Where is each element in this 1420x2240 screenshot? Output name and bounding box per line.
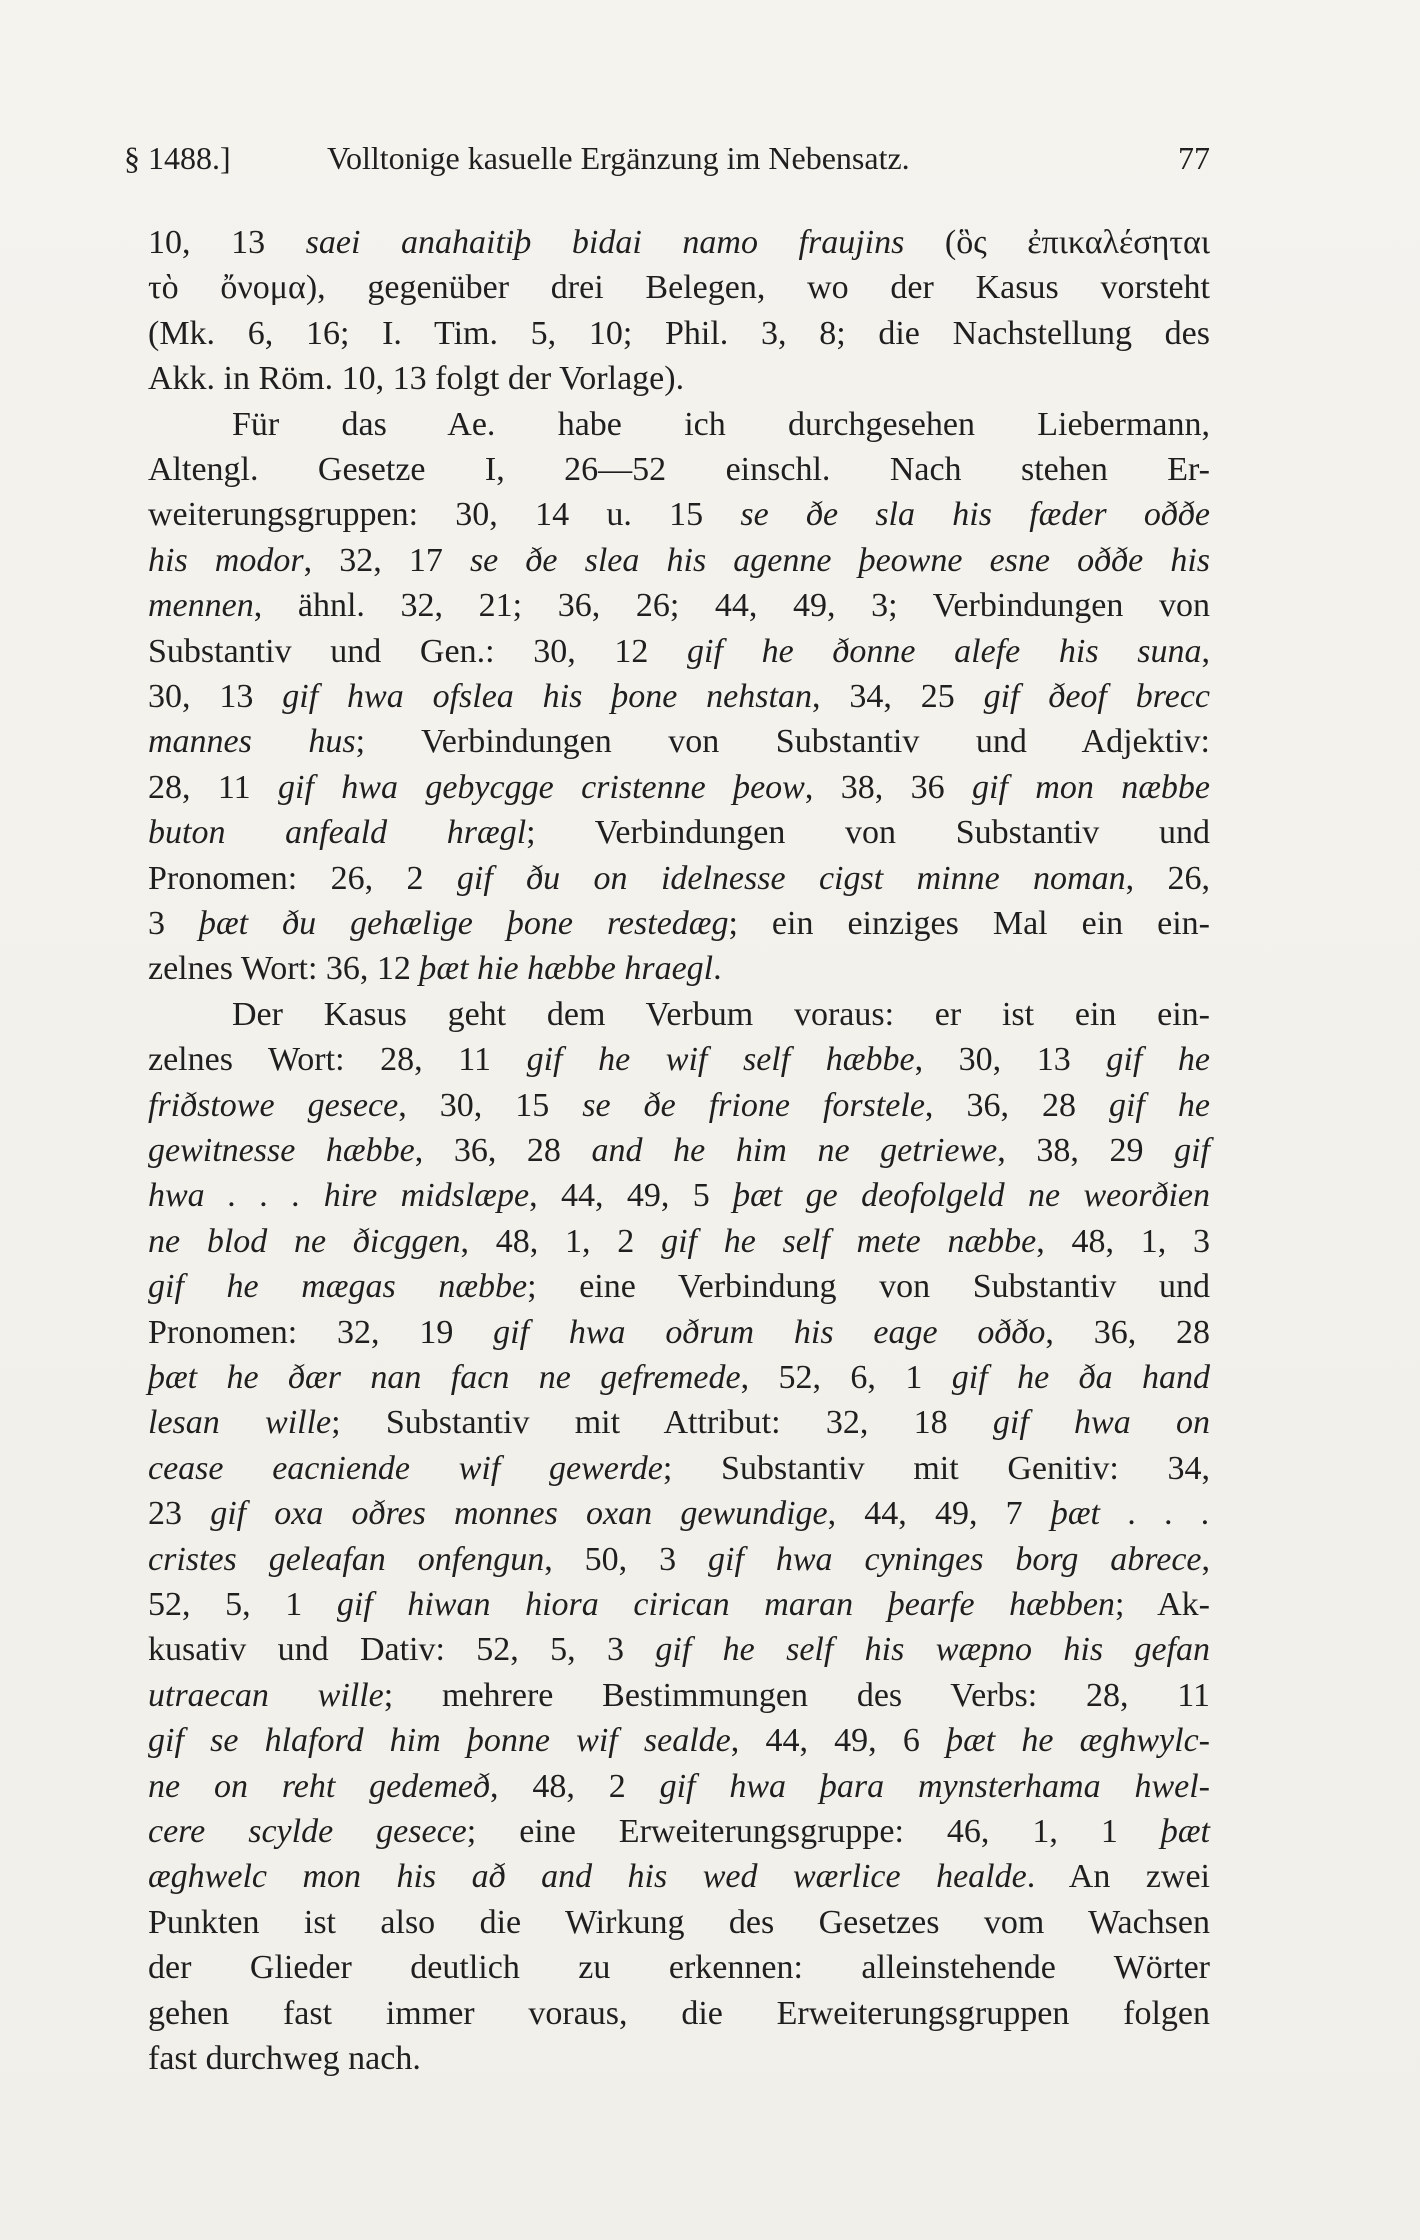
italic-quote: gif ðeof brecc (983, 678, 1210, 715)
text-line (148, 1722, 1210, 1760)
text-line (148, 769, 1210, 807)
text-run: , (1201, 633, 1210, 670)
text-line (148, 1314, 1210, 1352)
running-title: Volltonige kasuelle Ergänzung im Nebensatz. (327, 140, 910, 176)
text-run: 23 (148, 1495, 211, 1532)
text-line (148, 1268, 1210, 1306)
text-run: ; ein einziges Mal ein ein- (728, 905, 1210, 942)
text-run: Punkten ist also die Wirkung des Gesetzes vom Wachsen (148, 1904, 1210, 1941)
italic-quote: gif hiwan hiora cirican maran þearfe hæbben (336, 1586, 1115, 1623)
text-line (148, 1631, 1210, 1669)
text-run: Der Kasus geht dem Verbum voraus: er ist ein ein- (232, 996, 1210, 1033)
text-line (148, 224, 1210, 262)
italic-quote: þæt hie hæbbe hraegl (419, 950, 714, 987)
italic-quote: gif se hlaford him þonne wif sealde (148, 1722, 731, 1759)
text-line (148, 587, 1210, 625)
text-run: , 36, 28 (1045, 1314, 1211, 1351)
italic-quote: þæt ge deofolgeld ne weorðien (733, 1177, 1211, 1214)
text-line (148, 1404, 1210, 1442)
text-run: , 32, 17 (303, 542, 470, 579)
text-run: (Mk. 6, 16; I. Tim. 5, 10; Phil. 3, 8; die Nachstellung des (148, 315, 1210, 352)
italic-quote: gif hwa on (992, 1404, 1210, 1441)
italic-quote: gif he wif self hæbbe (526, 1041, 915, 1078)
italic-quote: gif oxa oðres monnes oxan gewundige (210, 1495, 828, 1532)
text-run: ; Ak- (1114, 1586, 1210, 1623)
text-run: fast durchweg nach. (148, 2040, 421, 2077)
text-run: , 36, 28 (414, 1132, 592, 1169)
italic-quote: cristes geleafan onfengun (148, 1541, 545, 1578)
page-number: 77 (1178, 140, 1210, 176)
text-line (148, 496, 1210, 534)
italic-quote: utraecan wille (148, 1677, 384, 1714)
text-run: zelnes Wort: 28, 11 (148, 1041, 527, 1078)
text-run: (ὃς ἐπικαλέσηται (904, 224, 1210, 261)
italic-quote: gif he ðonne alefe his suna (687, 633, 1202, 670)
text-run: zelnes Wort: 36, 12 (148, 950, 420, 987)
text-line (148, 723, 1210, 761)
italic-quote: gewitnesse hæbbe (148, 1132, 415, 1169)
italic-quote: gif he (1106, 1041, 1210, 1078)
text-run: , 36, 28 (924, 1087, 1109, 1124)
italic-quote: gif (1174, 1132, 1211, 1169)
text-line (148, 1995, 1210, 2033)
text-run: , 48, 2 (490, 1768, 660, 1805)
text-line (148, 860, 1210, 898)
italic-quote: gif he ða hand (951, 1359, 1211, 1396)
italic-quote: gif he (1108, 1087, 1210, 1124)
text-run: Altengl. Gesetze I, 26—52 einschl. Nach stehen Er- (148, 451, 1210, 488)
text-line (148, 1087, 1210, 1125)
running-header (124, 140, 1210, 176)
text-run: . An zwei (1026, 1858, 1210, 1895)
text-run: , 44, 49, 6 (730, 1722, 947, 1759)
text-run: ; Substantiv mit Genitiv: 34, (662, 1450, 1210, 1487)
text-line (148, 1858, 1210, 1896)
text-line (148, 1541, 1210, 1579)
text-line (148, 315, 1210, 353)
italic-quote: hwa . . . hire midslæpe (148, 1177, 530, 1214)
italic-quote: mennen (148, 587, 254, 624)
text-line (148, 950, 1210, 988)
text-line (148, 633, 1210, 671)
text-run: 52, 5, 1 (148, 1586, 337, 1623)
italic-quote: þæt . . . (1050, 1495, 1211, 1532)
italic-quote: gif hwa ofslea his þone nehstan (282, 678, 812, 715)
text-line (148, 678, 1210, 716)
italic-quote: gif he self mete næbbe (661, 1223, 1037, 1260)
text-run: Für das Ae. habe ich durchgesehen Liebermann, (232, 406, 1210, 443)
text-run: Akk. in Röm. 10, 13 folgt der Vorlage). (148, 360, 685, 397)
text-run: , 48, 1, 2 (460, 1223, 662, 1260)
italic-quote: þæt he ðær nan facn ne gefremede (148, 1359, 741, 1396)
text-run: . (713, 950, 722, 987)
text-line (148, 1450, 1210, 1488)
italic-quote: saei anahaitiþ bidai namo fraujins (305, 224, 905, 261)
text-run: Pronomen: 26, 2 (148, 860, 457, 897)
italic-quote: friðstowe gesece (148, 1087, 399, 1124)
italic-quote: þæt (1160, 1813, 1210, 1850)
text-run: der Glieder deutlich zu erkennen: alleinstehende Wörter (148, 1949, 1210, 1986)
text-line (148, 406, 1210, 444)
italic-quote: his modor (148, 542, 304, 579)
text-line (148, 1132, 1210, 1170)
text-run: , 44, 49, 5 (529, 1177, 734, 1214)
text-line (148, 1949, 1210, 1987)
text-run: , 30, 13 (914, 1041, 1107, 1078)
text-run: , 38, 29 (997, 1132, 1175, 1169)
text-run: 3 (148, 905, 199, 942)
text-run: ; Verbindungen von Substantiv und Adjektiv: (355, 723, 1210, 760)
text-run: , 34, 25 (811, 678, 984, 715)
italic-quote: ne on reht gedemeð (148, 1768, 491, 1805)
text-run: ; eine Verbindung von Substantiv und (527, 1268, 1210, 1305)
italic-quote: gif hwa oðrum his eage oððo (493, 1314, 1046, 1351)
text-line (148, 814, 1210, 852)
italic-quote: gif ðu on idelnesse cigst minne noman (456, 860, 1126, 897)
italic-quote: cease eacniende wif gewerde (148, 1450, 663, 1487)
italic-quote: gif he mægas næbbe (148, 1268, 528, 1305)
text-run: , 50, 3 (544, 1541, 709, 1578)
italic-quote: gif he self his wæpno his gefan (655, 1631, 1210, 1668)
text-run: 28, 11 (148, 769, 278, 806)
text-run: 30, 13 (148, 678, 283, 715)
italic-quote: cere scylde gesece (148, 1813, 467, 1850)
italic-quote: gif hwa gebycgge cristenne þeow (278, 769, 805, 806)
text-line (148, 360, 1210, 398)
text-run: ; Verbindungen von Substantiv und (526, 814, 1210, 851)
text-line (148, 451, 1210, 489)
text-line (148, 905, 1210, 943)
italic-quote: æghwelc mon his að and his wed wærlice healde (148, 1858, 1027, 1895)
text-line (148, 1813, 1210, 1851)
text-run: ; Substantiv mit Attribut: 32, 18 (331, 1404, 993, 1441)
text-run: ; mehrere Bestimmungen des Verbs: 28, 11 (383, 1677, 1211, 1714)
italic-quote: lesan wille (148, 1404, 332, 1441)
text-run: , 52, 6, 1 (740, 1359, 952, 1396)
text-line (148, 1495, 1210, 1533)
text-run: Substantiv und Gen.: 30, 12 (148, 633, 688, 670)
text-line (148, 996, 1210, 1034)
italic-quote: se ðe slea his agenne þeowne esne oððe his (469, 542, 1210, 579)
section-number: § 1488.] (124, 140, 231, 176)
text-line (148, 269, 1210, 307)
text-line (148, 1677, 1210, 1715)
text-line (148, 1041, 1210, 1079)
text-line (148, 1177, 1210, 1215)
text-run: 10, 13 (148, 224, 306, 261)
text-line (148, 1359, 1210, 1397)
italic-quote: ne blod ne ðicggen (148, 1223, 461, 1260)
italic-quote: and he him ne getriewe (591, 1132, 998, 1169)
text-line (148, 1904, 1210, 1942)
text-line (148, 1223, 1210, 1261)
text-line (148, 2040, 1210, 2078)
text-line (148, 1768, 1210, 1806)
italic-quote: gif hwa þara mynsterhama hwel- (659, 1768, 1210, 1805)
text-run: τὸ ὄνομα), gegenüber drei Belegen, wo der Kasus vorsteht (148, 269, 1210, 306)
italic-quote: se ðe frione forstele (582, 1087, 925, 1124)
text-run: , ähnl. 32, 21; 36, 26; 44, 49, 3; Verbindungen von (253, 587, 1210, 624)
text-run: , (1201, 1541, 1211, 1578)
text-run: Pronomen: 32, 19 (148, 1314, 494, 1351)
text-run: gehen fast immer voraus, die Erweiterungsgruppen folgen (148, 1995, 1210, 2032)
italic-quote: þæt he æghwylc- (946, 1722, 1210, 1759)
text-line (148, 542, 1210, 580)
italic-quote: þæt ðu gehælige þone restedæg (199, 905, 729, 942)
text-run: , 26, (1125, 860, 1210, 897)
text-run: ; eine Erweiterungsgruppe: 46, 1, 1 (466, 1813, 1161, 1850)
italic-quote: mannes hus (148, 723, 356, 760)
text-line (148, 1586, 1210, 1624)
text-run: , 48, 1, 3 (1036, 1223, 1211, 1260)
italic-quote: gif hwa cyninges borg abrece (708, 1541, 1202, 1578)
text-run: , 30, 15 (398, 1087, 583, 1124)
text-run: weiterungsgruppen: 30, 14 u. 15 (148, 496, 741, 533)
text-run: , 38, 36 (804, 769, 973, 806)
italic-quote: se ðe sla his fæder oððe (740, 496, 1211, 533)
italic-quote: buton anfeald hrægl (148, 814, 527, 851)
text-run: , 44, 49, 7 (827, 1495, 1051, 1532)
text-run: kusativ und Dativ: 52, 5, 3 (148, 1631, 656, 1668)
italic-quote: gif mon næbbe (972, 769, 1210, 806)
